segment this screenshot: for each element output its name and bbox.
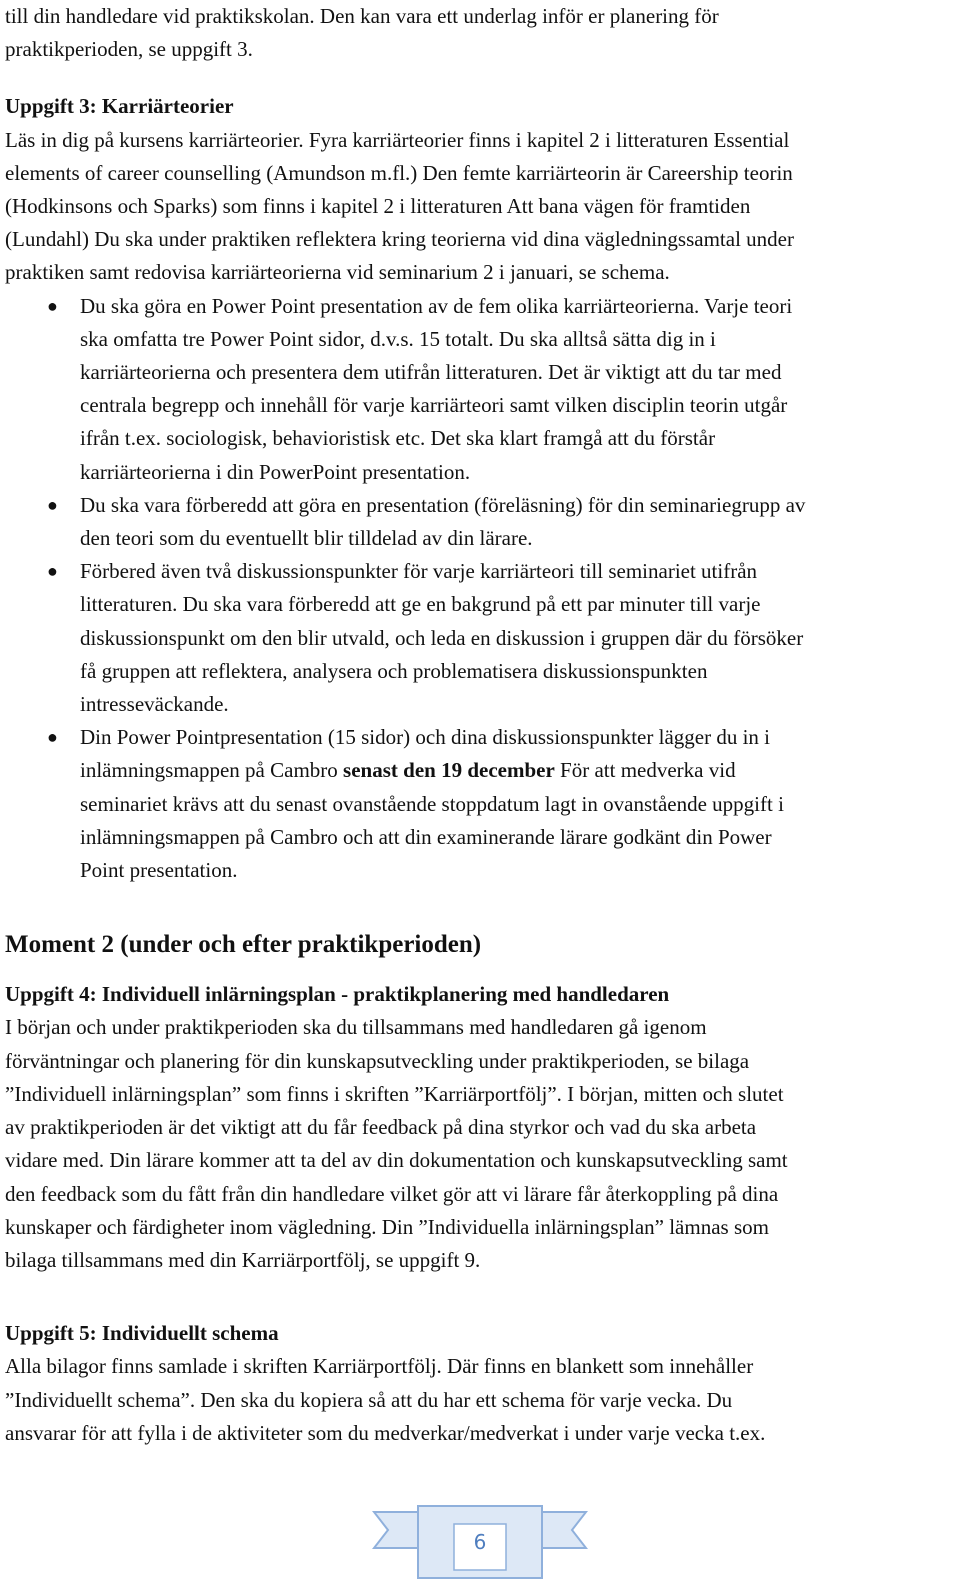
bullet-line: Du ska vara förberedd att göra en presentation (föreläsning) för din seminariegrupp av xyxy=(80,492,806,517)
bullet-line: seminariet krävs att du senast ovanstående stoppdatum lagt in ovanstående uppgift i xyxy=(80,791,784,816)
uppgift4-line: den feedback som du fått från din handledare vilket gör att vi lärare får återkoppling på dina xyxy=(5,1181,779,1206)
intro-line: till din handledare vid praktikskolan. Den kan vara ett underlag inför er planering för xyxy=(5,4,719,28)
page-number: 6 xyxy=(473,1530,487,1554)
bullet-line: Du ska göra en Power Point presentation av de fem olika karriärteorierna. Varje teori xyxy=(80,293,793,318)
bullet-line: Förbered även två diskussionspunkter för varje karriärteori till seminariet utifrån xyxy=(80,559,758,584)
bullet-line: ska omfatta tre Power Point sidor, d.v.s. 15 totalt. Du ska alltså sätta dig in i xyxy=(80,326,716,351)
uppgift4-line: av praktikperioden är det viktigt att du får feedback på dina styrkor och vad du ska arbeta xyxy=(5,1115,757,1140)
bullet-line xyxy=(80,754,953,787)
bullet-icon: ● xyxy=(47,727,58,748)
bullet-line: karriärteorierna i din PowerPoint presentation. xyxy=(80,459,471,484)
bullet-icon: ● xyxy=(47,494,58,515)
bullet-line: få gruppen att reflektera, analysera och problematisera diskussionspunkten xyxy=(80,658,708,683)
uppgift3-line: Läs in dig på kursens karriärteorier. Fyra karriärteorier finns i kapitel 2 i litteraturen Essential xyxy=(5,127,790,152)
uppgift4-line: ”Individuell inlärningsplan” som finns i skriften ”Karriärportfölj”. I början, mitten och slutet xyxy=(5,1081,784,1106)
bullet-icon: ● xyxy=(47,561,58,582)
uppgift5-line: ”Individuellt schema”. Den ska du kopiera så att du har ett schema för varje vecka. Du xyxy=(5,1387,733,1412)
uppgift4-line: vidare med. Din lärare kommer att ta del av din dokumentation och kunskapsutveckling samt xyxy=(5,1148,788,1173)
uppgift3-line: praktiken samt redovisa karriärteorierna vid seminarium 2 i januari, se schema. xyxy=(5,260,670,285)
bullet-line: diskussionspunkt om den blir utvald, och leda en diskussion i gruppen där du försöker xyxy=(80,625,804,650)
bullet-line: inlämningsmappen på Cambro och att din examinerande lärare godkänt din Power xyxy=(80,824,772,849)
bullet-text: inlämningsmappen på Cambro xyxy=(80,758,344,783)
uppgift5-line: Alla bilagor finns samlade i skriften Karriärportfölj. Där finns en blankett som innehåller xyxy=(5,1354,754,1379)
uppgift5-heading: Uppgift 5: Individuellt schema xyxy=(5,1321,279,1346)
uppgift3-line: (Hodkinsons och Sparks) som finns i kapitel 2 i litteraturen Att bana vägen för framtiden xyxy=(5,194,751,219)
bullet-line: den teori som du eventuellt blir tilldelad av din lärare. xyxy=(80,526,533,551)
bullet-line: intresseväckande. xyxy=(80,692,229,717)
bullet-item xyxy=(5,489,953,555)
bullet-line: ifrån t.ex. sociologisk, behavioristisk etc. Det ska klart framgå att du förstår xyxy=(80,426,716,451)
uppgift4-line: bilaga tillsammans med din Karriärportfölj, se uppgift 9. xyxy=(5,1247,481,1272)
moment2-heading: Moment 2 (under och efter praktikperioden) xyxy=(5,931,482,959)
bullet-item xyxy=(5,290,953,489)
uppgift4-line: kunskaper och färdigheter inom vägledning. Din ”Individuella inlärningsplan” lämnas som xyxy=(5,1214,769,1239)
bullet-line: Din Power Pointpresentation (15 sidor) och dina diskussionspunkter lägger du in i xyxy=(80,725,770,750)
uppgift3-line: (Lundahl) Du ska under praktiken reflektera kring teorierna vid dina vägledningssamtal under xyxy=(5,227,794,252)
intro-line: praktikperioden, se uppgift 3. xyxy=(5,37,253,62)
uppgift5-line: ansvarar för att fylla i de aktiviteter som du medverkar/medverkat i under varje vecka t.ex. xyxy=(5,1420,766,1445)
uppgift4-line: förväntningar och planering för din kunskapsutveckling under praktikperioden, se bilaga xyxy=(5,1048,750,1073)
bullet-line: litteraturen. Du ska vara förberedd att ge en bakgrund på ett par minuter till varje xyxy=(80,592,761,617)
bullet-line: karriärteorierna och presentera dem utifrån litteraturen. Det är viktigt att du tar med xyxy=(80,360,782,385)
bullet-item xyxy=(5,721,953,887)
uppgift4-line: I början och under praktikperioden ska du tillsammans med handledaren gå igenom xyxy=(5,1015,707,1040)
page-footer xyxy=(0,1500,960,1587)
document-body xyxy=(5,0,953,1450)
bullet-text: För att medverka vid xyxy=(554,758,736,783)
uppgift3-bullet-list xyxy=(5,290,953,888)
uppgift3-line: elements of career counselling (Amundson m.fl.) Den femte karriärteorin är Careership teorin xyxy=(5,160,793,185)
uppgift3-heading: Uppgift 3: Karriärteorier xyxy=(5,94,234,119)
bullet-icon: ● xyxy=(47,295,58,316)
uppgift4-heading: Uppgift 4: Individuell inlärningsplan - praktikplanering med handledaren xyxy=(5,982,670,1007)
bullet-line: Point presentation. xyxy=(80,858,238,883)
bullet-line: centrala begrepp och innehåll för varje karriärteori samt vilken disciplin teorin utgår xyxy=(80,393,788,418)
deadline-emphasis: senast den 19 december xyxy=(343,758,555,783)
bullet-item xyxy=(5,555,953,721)
